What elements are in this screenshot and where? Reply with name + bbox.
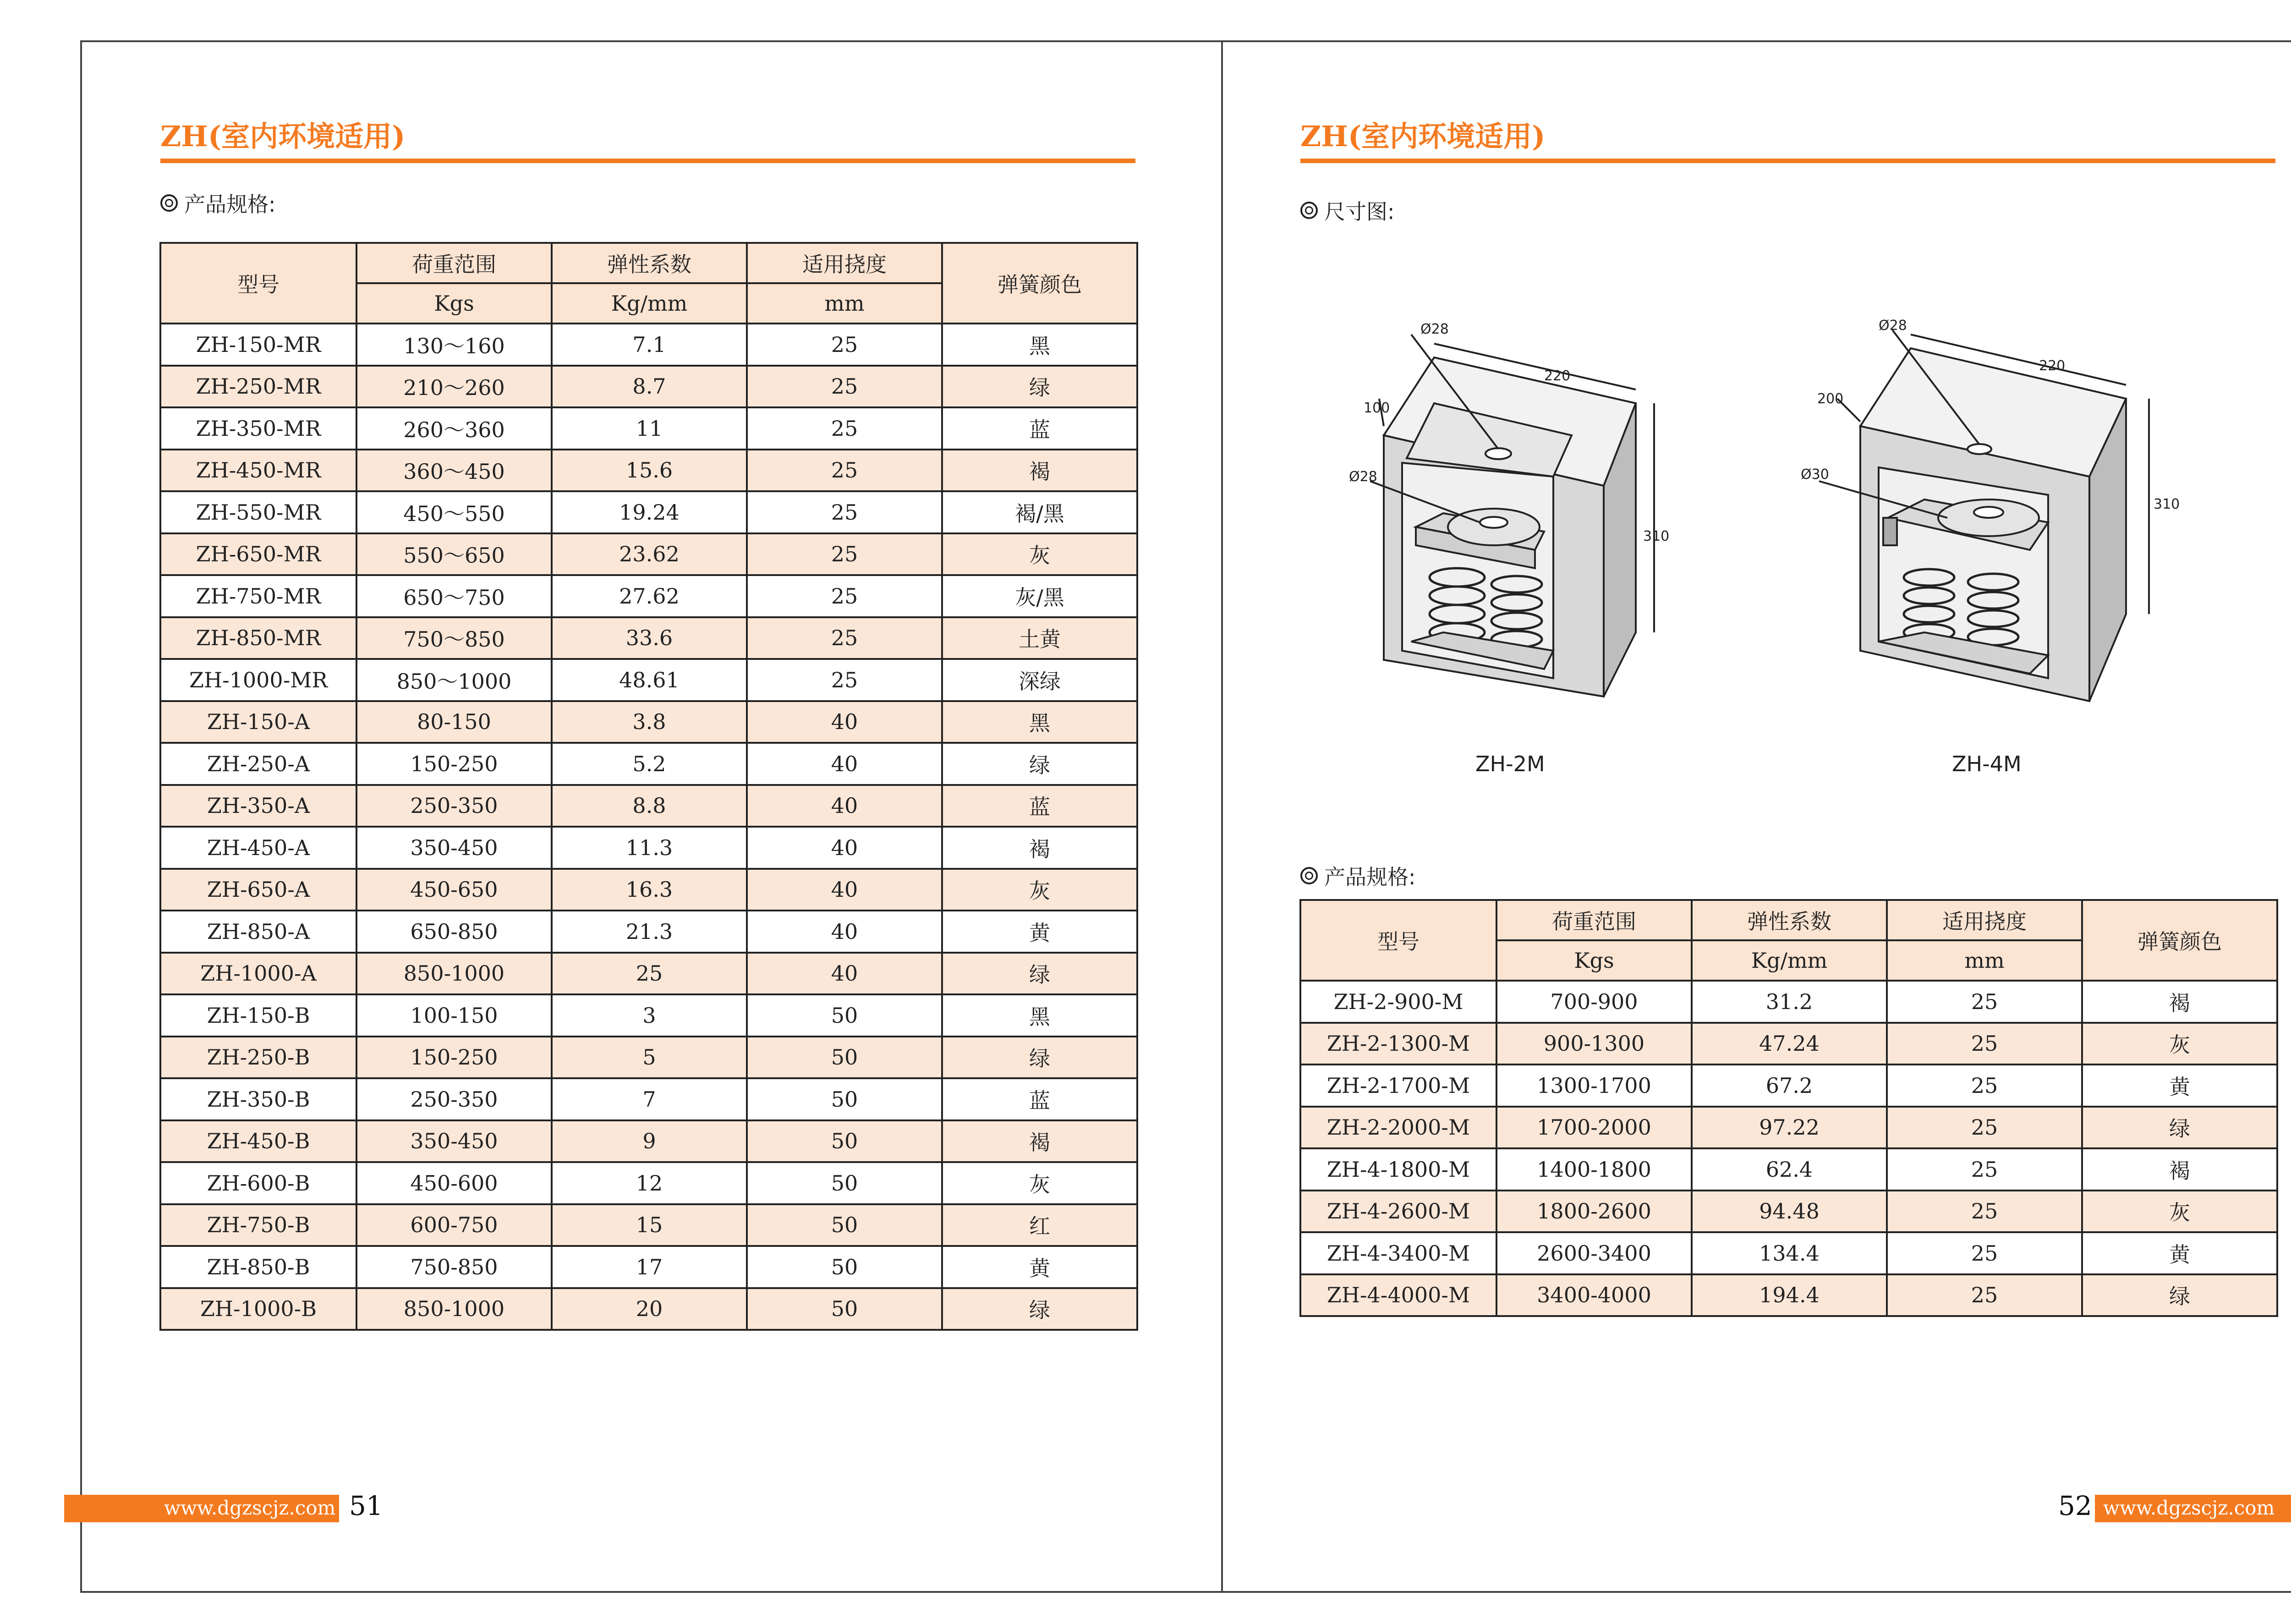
cell-color: 褐 — [2082, 1148, 2277, 1191]
cell-color: 黄 — [942, 911, 1137, 953]
cell-load: 1300-1700 — [1496, 1064, 1692, 1107]
cell-load: 150-250 — [356, 743, 552, 785]
cell-model: ZH-2-1300-M — [1300, 1023, 1496, 1065]
cell-stiffness: 8.7 — [552, 366, 747, 408]
cell-model: ZH-850-A — [160, 911, 356, 953]
right-footer-url[interactable]: www.dgzscjz.com — [2103, 1497, 2275, 1519]
cell-stiffness: 5.2 — [552, 743, 747, 785]
table-row — [160, 366, 1137, 408]
cell-deflection: 25 — [747, 659, 942, 701]
table-row — [160, 659, 1137, 701]
table-row — [160, 1037, 1137, 1079]
cell-load: 3400-4000 — [1496, 1274, 1692, 1317]
left-title-rule — [160, 159, 1135, 163]
table-row — [160, 911, 1137, 953]
cell-load: 450-650 — [356, 869, 552, 911]
header-deflection-unit: mm — [747, 283, 942, 324]
cell-stiffness: 15.6 — [552, 450, 747, 492]
cell-model: ZH-550-MR — [160, 491, 356, 533]
cell-color: 褐 — [2082, 981, 2277, 1023]
right-spec-subheading — [1300, 861, 1416, 891]
cell-load: 650～750 — [356, 575, 552, 617]
cell-model: ZH-650-A — [160, 869, 356, 911]
cell-deflection: 25 — [747, 324, 942, 366]
cell-deflection: 40 — [747, 869, 942, 911]
cell-stiffness: 134.4 — [1692, 1232, 1887, 1274]
right-page-number: 52 — [2058, 1490, 2092, 1521]
cell-color: 灰 — [942, 869, 1137, 911]
cell-deflection: 25 — [747, 366, 942, 408]
table-row — [160, 450, 1137, 492]
cell-color: 绿 — [942, 1037, 1137, 1079]
cell-stiffness: 7 — [552, 1078, 747, 1120]
table-row — [160, 324, 1137, 366]
cell-stiffness: 11.3 — [552, 827, 747, 869]
cell-color: 黄 — [942, 1246, 1137, 1288]
cell-stiffness: 20 — [552, 1288, 747, 1330]
cell-stiffness: 12 — [552, 1162, 747, 1204]
zh-4m-plate-hole-label: Ø30 — [1801, 466, 1829, 483]
cell-model: ZH-4-1800-M — [1300, 1148, 1496, 1191]
cell-model: ZH-750-MR — [160, 575, 356, 617]
cell-model: ZH-1000-B — [160, 1288, 356, 1330]
cell-deflection: 25 — [747, 407, 942, 450]
right-section-title: ZH(室内环境适用) — [1300, 120, 1546, 153]
double-circle-bullet-icon — [160, 194, 178, 212]
right-title-rule — [1300, 159, 2275, 163]
cell-deflection: 40 — [747, 953, 942, 995]
cell-stiffness: 31.2 — [1692, 981, 1887, 1023]
table-row — [1300, 1148, 2277, 1191]
cell-color: 黄 — [2082, 1232, 2277, 1274]
cell-color: 褐/黑 — [942, 491, 1137, 533]
table-row — [160, 1288, 1137, 1330]
table-row — [160, 575, 1137, 617]
zh-2m-label: ZH-2M — [1475, 752, 1545, 776]
table-row — [160, 994, 1137, 1037]
zh-4m-top-hole-label: Ø28 — [1879, 318, 1907, 334]
cell-color: 绿 — [942, 1288, 1137, 1330]
cell-stiffness: 27.62 — [552, 575, 747, 617]
cell-deflection: 40 — [747, 743, 942, 785]
cell-color: 黑 — [942, 994, 1137, 1037]
table-row — [1300, 1064, 2277, 1107]
header-stiffness: 弹性系数 — [552, 243, 747, 283]
cell-load: 150-250 — [356, 1037, 552, 1079]
table-row — [160, 533, 1137, 576]
cell-load: 700-900 — [1496, 981, 1692, 1023]
header-color: 弹簧颜色 — [942, 243, 1137, 324]
zh-2m-drawing — [1343, 312, 1672, 715]
cell-model: ZH-850-B — [160, 1246, 356, 1288]
cell-stiffness: 47.24 — [1692, 1023, 1887, 1065]
cell-model: ZH-150-B — [160, 994, 356, 1037]
cell-color: 黑 — [942, 701, 1137, 743]
cell-model: ZH-2-900-M — [1300, 981, 1496, 1023]
cell-color: 绿 — [2082, 1274, 2277, 1317]
left-footer-url[interactable]: www.dgzscjz.com — [164, 1497, 336, 1519]
cell-model: ZH-1000-A — [160, 953, 356, 995]
cell-load: 450-600 — [356, 1162, 552, 1204]
cell-load: 450～550 — [356, 491, 552, 533]
cell-stiffness: 97.22 — [1692, 1107, 1887, 1149]
cell-model: ZH-750-B — [160, 1204, 356, 1246]
header-load-unit: Kgs — [356, 283, 552, 324]
cell-color: 蓝 — [942, 1078, 1137, 1120]
cell-deflection: 25 — [1887, 1274, 2082, 1317]
table-row — [160, 1246, 1137, 1288]
table-row — [160, 617, 1137, 659]
cell-color: 红 — [942, 1204, 1137, 1246]
table-row — [160, 1120, 1137, 1163]
table-row — [1300, 981, 2277, 1023]
cell-load: 900-1300 — [1496, 1023, 1692, 1065]
cell-color: 蓝 — [942, 407, 1137, 450]
page-spine — [1221, 40, 1223, 1593]
cell-load: 850-1000 — [356, 1288, 552, 1330]
cell-color: 绿 — [942, 366, 1137, 408]
double-circle-bullet-icon — [1300, 202, 1318, 219]
cell-deflection: 25 — [1887, 1107, 2082, 1149]
cell-load: 650-850 — [356, 911, 552, 953]
cell-load: 750～850 — [356, 617, 552, 659]
cell-deflection: 50 — [747, 1037, 942, 1079]
cell-stiffness: 7.1 — [552, 324, 747, 366]
cell-model: ZH-450-A — [160, 827, 356, 869]
cell-stiffness: 48.61 — [552, 659, 747, 701]
cell-deflection: 25 — [747, 533, 942, 576]
table-row — [160, 491, 1137, 533]
header-deflection: 适用挠度 — [747, 243, 942, 283]
cell-model: ZH-350-B — [160, 1078, 356, 1120]
table-row — [1300, 1191, 2277, 1233]
cell-deflection: 25 — [1887, 1191, 2082, 1233]
header-deflection: 适用挠度 — [1887, 900, 2082, 940]
header-stiffness-unit: Kg/mm — [552, 283, 747, 324]
header-stiffness-unit: Kg/mm — [1692, 940, 1887, 981]
cell-color: 蓝 — [942, 785, 1137, 827]
cell-color: 褐 — [942, 1120, 1137, 1163]
cell-color: 土黄 — [942, 617, 1137, 659]
zh-4m-width-label: 220 — [2039, 358, 2066, 374]
table-row — [160, 1204, 1137, 1246]
cell-model: ZH-150-MR — [160, 324, 356, 366]
left-page-number: 51 — [349, 1490, 383, 1521]
cell-deflection: 25 — [747, 491, 942, 533]
cell-stiffness: 16.3 — [552, 869, 747, 911]
table-row — [160, 869, 1137, 911]
table-row — [160, 1078, 1137, 1120]
table-row — [1300, 1232, 2277, 1274]
cell-deflection: 50 — [747, 1246, 942, 1288]
cell-deflection: 50 — [747, 1288, 942, 1330]
cell-deflection: 25 — [747, 450, 942, 492]
cell-deflection: 25 — [1887, 1232, 2082, 1274]
zh-2m-top-hole-label: Ø28 — [1420, 321, 1449, 337]
table-row — [1300, 1107, 2277, 1149]
cell-deflection: 40 — [747, 785, 942, 827]
zh-2m-width-label: 220 — [1544, 368, 1571, 384]
cell-deflection: 40 — [747, 911, 942, 953]
cell-load: 260～360 — [356, 407, 552, 450]
cell-deflection: 50 — [747, 1162, 942, 1204]
cell-load: 210～260 — [356, 366, 552, 408]
cell-load: 360～450 — [356, 450, 552, 492]
cell-model: ZH-250-MR — [160, 366, 356, 408]
cell-load: 250-350 — [356, 1078, 552, 1120]
cell-load: 600-750 — [356, 1204, 552, 1246]
table-row — [1300, 1274, 2277, 1317]
cell-stiffness: 33.6 — [552, 617, 747, 659]
table-row — [160, 701, 1137, 743]
table-row — [1300, 1023, 2277, 1065]
cell-model: ZH-350-A — [160, 785, 356, 827]
cell-load: 750-850 — [356, 1246, 552, 1288]
header-color: 弹簧颜色 — [2082, 900, 2277, 981]
cell-deflection: 50 — [747, 1120, 942, 1163]
table-row — [160, 785, 1137, 827]
cell-load: 250-350 — [356, 785, 552, 827]
dimension-subheading — [1300, 195, 1395, 225]
cell-color: 灰 — [942, 1162, 1137, 1204]
cell-model: ZH-600-B — [160, 1162, 356, 1204]
cell-load: 850-1000 — [356, 953, 552, 995]
cell-color: 深绿 — [942, 659, 1137, 701]
cell-load: 130～160 — [356, 324, 552, 366]
cell-deflection: 40 — [747, 827, 942, 869]
cell-load: 2600-3400 — [1496, 1232, 1692, 1274]
cell-stiffness: 94.48 — [1692, 1191, 1887, 1233]
cell-stiffness: 19.24 — [552, 491, 747, 533]
header-stiffness: 弹性系数 — [1692, 900, 1887, 940]
cell-load: 80-150 — [356, 701, 552, 743]
header-load: 荷重范围 — [1496, 900, 1692, 940]
cell-stiffness: 62.4 — [1692, 1148, 1887, 1191]
cell-deflection: 40 — [747, 701, 942, 743]
cell-stiffness: 23.62 — [552, 533, 747, 576]
right-table-body — [1300, 981, 2277, 1316]
cell-model: ZH-450-MR — [160, 450, 356, 492]
cell-color: 绿 — [942, 743, 1137, 785]
cell-model: ZH-250-B — [160, 1037, 356, 1079]
cell-deflection: 25 — [747, 617, 942, 659]
cell-model: ZH-4-3400-M — [1300, 1232, 1496, 1274]
left-spec-subheading — [160, 188, 276, 218]
cell-load: 350-450 — [356, 1120, 552, 1163]
cell-load: 550～650 — [356, 533, 552, 576]
header-load: 荷重范围 — [356, 243, 552, 283]
zh-4m-height-label: 310 — [2154, 496, 2180, 512]
cell-stiffness: 15 — [552, 1204, 747, 1246]
left-table-body — [160, 324, 1137, 1330]
cell-deflection: 50 — [747, 994, 942, 1037]
cell-stiffness: 3 — [552, 994, 747, 1037]
cell-model: ZH-350-MR — [160, 407, 356, 450]
cell-stiffness: 9 — [552, 1120, 747, 1163]
cell-model: ZH-2-1700-M — [1300, 1064, 1496, 1107]
cell-color: 褐 — [942, 450, 1137, 492]
cell-deflection: 25 — [1887, 1023, 2082, 1065]
left-spec-table — [159, 242, 1138, 1331]
header-deflection-unit: mm — [1887, 940, 2082, 981]
cell-color: 褐 — [942, 827, 1137, 869]
cell-stiffness: 8.8 — [552, 785, 747, 827]
cell-color: 绿 — [2082, 1107, 2277, 1149]
cell-load: 1800-2600 — [1496, 1191, 1692, 1233]
table-row — [160, 1162, 1137, 1204]
cell-deflection: 25 — [1887, 1064, 2082, 1107]
header-load-unit: Kgs — [1496, 940, 1692, 981]
cell-stiffness: 194.4 — [1692, 1274, 1887, 1317]
cell-color: 灰/黑 — [942, 575, 1137, 617]
cell-load: 1700-2000 — [1496, 1107, 1692, 1149]
cell-deflection: 50 — [747, 1078, 942, 1120]
cell-model: ZH-450-B — [160, 1120, 356, 1163]
zh-4m-label: ZH-4M — [1952, 752, 2022, 776]
cell-model: ZH-150-A — [160, 701, 356, 743]
cell-color: 灰 — [942, 533, 1137, 576]
cell-color: 灰 — [2082, 1023, 2277, 1065]
cell-color: 灰 — [2082, 1191, 2277, 1233]
right-spec-table — [1299, 899, 2278, 1317]
cell-stiffness: 17 — [552, 1246, 747, 1288]
cell-model: ZH-650-MR — [160, 533, 356, 576]
cell-deflection: 50 — [747, 1204, 942, 1246]
cell-deflection: 25 — [1887, 981, 2082, 1023]
cell-model: ZH-850-MR — [160, 617, 356, 659]
zh-2m-depth-label: 100 — [1364, 400, 1390, 416]
table-row — [160, 827, 1137, 869]
zh-2m-plate-hole-label: Ø28 — [1349, 469, 1377, 485]
cell-load: 1400-1800 — [1496, 1148, 1692, 1191]
header-model: 型号 — [1300, 900, 1496, 981]
cell-stiffness: 21.3 — [552, 911, 747, 953]
zh-2m-height-label: 310 — [1643, 528, 1670, 544]
zh-4m-drawing — [1773, 302, 2186, 715]
cell-stiffness: 11 — [552, 407, 747, 450]
right-page-frame — [1221, 40, 2291, 1593]
dimension-subheading-text: 尺寸图: — [1324, 199, 1395, 224]
double-circle-bullet-icon — [1300, 867, 1318, 884]
cell-load: 100-150 — [356, 994, 552, 1037]
cell-model: ZH-4-2600-M — [1300, 1191, 1496, 1233]
cell-model: ZH-2-2000-M — [1300, 1107, 1496, 1149]
table-row — [160, 953, 1137, 995]
cell-stiffness: 5 — [552, 1037, 747, 1079]
left-spec-subheading-text: 产品规格: — [184, 192, 276, 217]
table-row — [160, 743, 1137, 785]
cell-deflection: 25 — [747, 575, 942, 617]
cell-model: ZH-4-4000-M — [1300, 1274, 1496, 1317]
cell-deflection: 25 — [1887, 1148, 2082, 1191]
cell-stiffness: 25 — [552, 953, 747, 995]
zh-4m-depth-label: 200 — [1817, 391, 1844, 407]
right-spec-subheading-text: 产品规格: — [1324, 865, 1416, 889]
cell-color: 绿 — [942, 953, 1137, 995]
header-model: 型号 — [160, 243, 356, 324]
cell-model: ZH-1000-MR — [160, 659, 356, 701]
left-section-title: ZH(室内环境适用) — [160, 120, 406, 153]
cell-model: ZH-250-A — [160, 743, 356, 785]
cell-stiffness: 3.8 — [552, 701, 747, 743]
cell-color: 黄 — [2082, 1064, 2277, 1107]
table-row — [160, 407, 1137, 450]
cell-load: 850～1000 — [356, 659, 552, 701]
cell-load: 350-450 — [356, 827, 552, 869]
cell-stiffness: 67.2 — [1692, 1064, 1887, 1107]
cell-color: 黑 — [942, 324, 1137, 366]
